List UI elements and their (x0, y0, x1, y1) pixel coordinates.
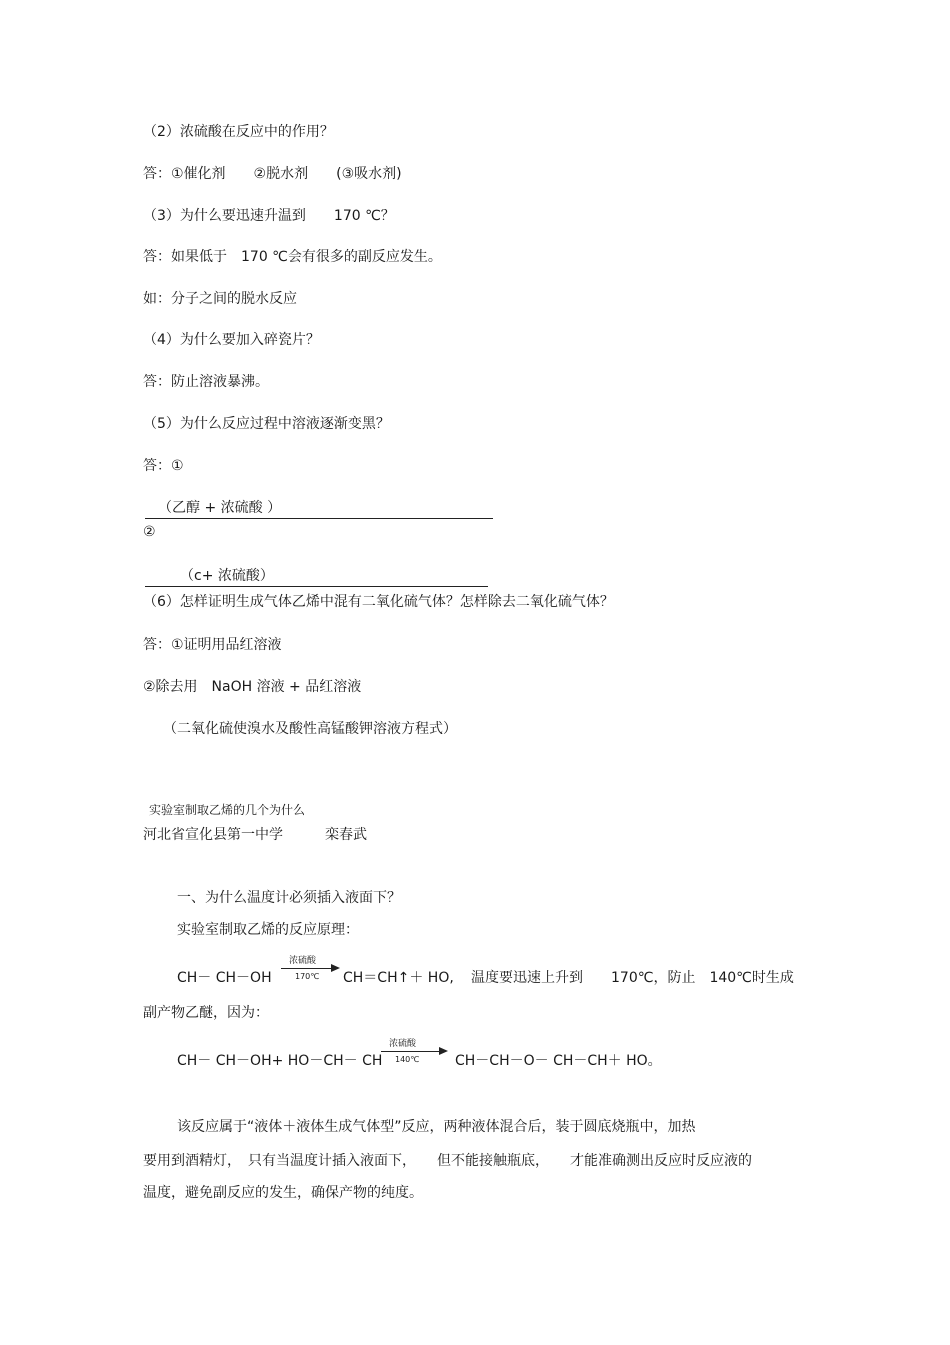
answer-6-1: 答：①证明用品红溶液 (143, 637, 282, 653)
article-title: 实验室制取乙烯的几个为什么 (149, 803, 306, 817)
answer-5-mark-2: ② (143, 524, 156, 540)
arrow-2-shaft (381, 1051, 441, 1052)
arrow-1-shaft (281, 968, 333, 969)
question-2: （2）浓硫酸在反应中的作用？ (143, 124, 334, 140)
principle-label: 实验室制取乙烯的反应原理： (177, 922, 359, 938)
equation-1-comment: 温度要迅速上升到 170℃，防止 140℃时生成 (471, 970, 794, 986)
question-3: （3）为什么要迅速升温到 170 ℃？ (143, 208, 395, 224)
blank-2-text: （c+ 浓硫酸） (180, 568, 274, 584)
equation-1-reactants: CH－ CH－OH (177, 970, 272, 986)
answer-3: 答：如果低于 170 ℃会有很多的副反应发生。 (143, 249, 442, 265)
equation-1-continuation: 副产物乙醚，因为： (143, 1005, 269, 1021)
answer-5: 答：① (143, 458, 184, 474)
reaction-arrow-1 (281, 955, 341, 985)
arrow-1-condition-bottom: 170℃ (295, 972, 320, 981)
blank-1-text: （乙醇 + 浓硫酸 ） (158, 500, 282, 516)
answer-2: 答：①催化剂 ②脱水剂 (③吸水剂) (143, 166, 402, 182)
paragraph-line-1: 该反应属于“液体＋液体生成气体型”反应，两种液体混合后，装于圆底烧瓶中，加热 (177, 1119, 696, 1135)
question-6: （6）怎样证明生成气体乙烯中混有二氧化硫气体？怎样除去二氧化硫气体？ (143, 594, 614, 610)
paragraph-line-2: 要用到酒精灯， 只有当温度计插入液面下， 但不能接触瓶底， 才能准确测出反应时反应液的 (143, 1153, 752, 1169)
section-heading-1: 一、为什么温度计必须插入液面下？ (177, 890, 401, 906)
paragraph-line-3: 温度，避免副反应的发生，确保产物的纯度。 (143, 1185, 423, 1201)
arrow-2-condition-bottom: 140℃ (395, 1055, 420, 1064)
equation-2-products: CH－CH－O－ CH－CH＋ HO。 (455, 1053, 662, 1069)
question-4: （4）为什么要加入碎瓷片？ (143, 332, 320, 348)
answer-6-3: （二氧化硫使溴水及酸性高锰酸钾溶液方程式） (163, 721, 457, 737)
arrow-2-condition-top: 浓硫酸 (389, 1039, 417, 1049)
article-author: 河北省宣化县第一中学 栾春武 (143, 827, 367, 843)
answer-4: 答：防止溶液暴沸。 (143, 374, 269, 390)
answer-6-2: ②除去用 NaOH 溶液 + 品红溶液 (143, 679, 362, 695)
equation-1-products: CH＝CH↑＋ HO, (343, 970, 454, 986)
arrow-right-icon (331, 964, 340, 972)
equation-2-reactants: CH－ CH－OH+ HO－CH－ CH (177, 1053, 383, 1069)
reaction-arrow-2 (381, 1038, 451, 1068)
question-5: （5）为什么反应过程中溶液逐渐变黑？ (143, 416, 390, 432)
arrow-1-condition-top: 浓硫酸 (289, 956, 317, 966)
example-3: 如：分子之间的脱水反应 (143, 291, 297, 307)
arrow-right-icon (439, 1047, 448, 1055)
